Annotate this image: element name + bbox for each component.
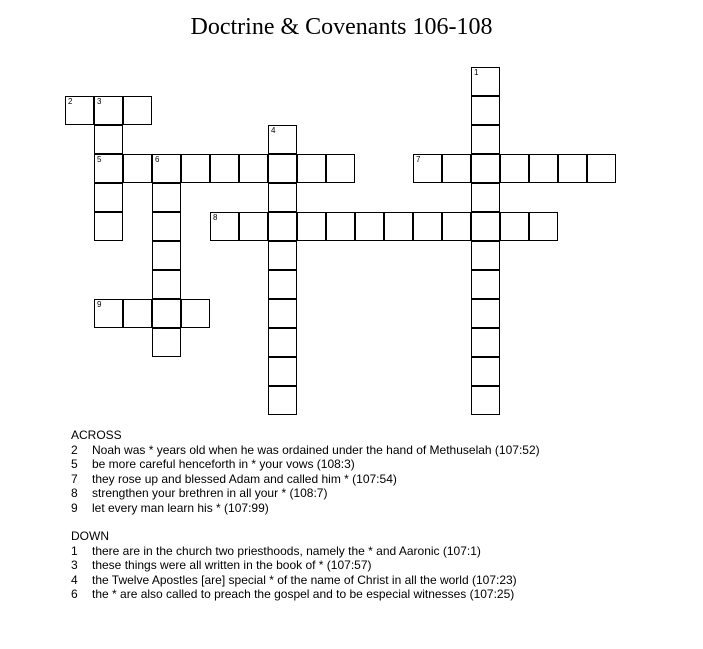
grid-cell[interactable] — [239, 154, 268, 183]
grid-cell[interactable] — [239, 212, 268, 241]
clue-text: these things were all written in the book of * (107:57) — [92, 558, 372, 572]
grid-cell[interactable] — [94, 125, 123, 154]
across-heading: ACROSS — [71, 428, 122, 442]
across-clue-7 — [71, 472, 540, 487]
grid-cell[interactable] — [471, 241, 500, 270]
grid-cell[interactable] — [123, 154, 152, 183]
clue-number: 2 — [71, 442, 78, 457]
grid-cell[interactable] — [471, 212, 500, 241]
grid-cell[interactable] — [384, 212, 413, 241]
across-clue-5 — [71, 457, 540, 472]
grid-cell[interactable] — [94, 183, 123, 212]
grid-cell[interactable] — [152, 299, 181, 328]
grid-cell[interactable] — [268, 212, 297, 241]
clue-text: let every man learn his * (107:99) — [92, 500, 269, 515]
grid-cell[interactable] — [500, 212, 529, 241]
grid-cell[interactable] — [471, 183, 500, 212]
grid-cell[interactable] — [471, 328, 500, 357]
grid-cell[interactable] — [471, 357, 500, 386]
grid-cell[interactable] — [297, 212, 326, 241]
grid-cell[interactable] — [123, 96, 152, 125]
grid-cell[interactable] — [94, 154, 123, 183]
clue-number: 6 — [71, 587, 78, 601]
grid-cell[interactable] — [529, 154, 558, 183]
grid-cell[interactable] — [65, 96, 94, 125]
clue-number-label: 5 — [97, 155, 102, 164]
clue-number-label: 4 — [271, 126, 276, 135]
clue-list — [71, 428, 540, 602]
grid-cell[interactable] — [152, 328, 181, 357]
clue-text: the Twelve Apostles [are] special * of the name of Christ in all the world (107:23) — [92, 572, 517, 587]
clue-text: they rose up and blessed Adam and called him * (107:54) — [92, 471, 397, 486]
clue-number-label: 6 — [155, 155, 160, 164]
down-clue-4 — [71, 573, 540, 588]
grid-cell[interactable] — [268, 183, 297, 212]
grid-cell[interactable] — [471, 67, 500, 96]
grid-cell[interactable] — [181, 299, 210, 328]
grid-cell[interactable] — [152, 241, 181, 270]
clue-text: the * are also called to preach the gospel and to be especial witnesses (107:25) — [92, 587, 515, 601]
grid-cell[interactable] — [94, 212, 123, 241]
grid-cell[interactable] — [471, 299, 500, 328]
clue-number-label: 8 — [213, 213, 218, 222]
clue-number: 5 — [71, 457, 78, 471]
grid-cell[interactable] — [355, 212, 384, 241]
clue-number-label: 2 — [68, 97, 73, 106]
clue-number-label: 3 — [97, 97, 102, 106]
grid-cell[interactable] — [152, 154, 181, 183]
clue-text: be more careful henceforth in * your vows (108:3) — [92, 457, 355, 471]
clue-number: 1 — [71, 543, 78, 558]
down-clues — [71, 529, 540, 602]
grid-cell[interactable] — [471, 154, 500, 183]
grid-cell[interactable] — [471, 125, 500, 154]
clue-text: Noah was * years old when he was ordained under the hand of Methuselah (107:52) — [92, 442, 540, 457]
clue-text: there are in the church two priesthoods, namely the * and Aaronic (107:1) — [92, 543, 481, 558]
grid-cell[interactable] — [558, 154, 587, 183]
down-clue-6 — [71, 587, 540, 602]
grid-cell[interactable] — [152, 183, 181, 212]
grid-cell[interactable] — [268, 328, 297, 357]
clue-number-label: 1 — [474, 68, 479, 77]
grid-cell[interactable] — [123, 299, 152, 328]
grid-cell[interactable] — [268, 241, 297, 270]
grid-cell[interactable] — [326, 212, 355, 241]
puzzle-title: Doctrine & Covenants 106-108 — [190, 14, 493, 40]
crossword-grid — [65, 67, 625, 387]
grid-cell[interactable] — [268, 386, 297, 415]
grid-cell[interactable] — [529, 212, 558, 241]
grid-cell[interactable] — [500, 154, 529, 183]
across-clue-9 — [71, 501, 540, 516]
clue-number-label: 7 — [416, 155, 421, 164]
down-clue-3 — [71, 558, 540, 573]
across-clues — [71, 428, 540, 515]
grid-cell[interactable] — [413, 154, 442, 183]
clue-text: strengthen your brethren in all your * (108:7) — [92, 486, 328, 500]
grid-cell[interactable] — [152, 270, 181, 299]
down-clue-list — [71, 544, 540, 602]
grid-cell[interactable] — [210, 154, 239, 183]
clue-number: 9 — [71, 500, 78, 515]
grid-cell[interactable] — [268, 357, 297, 386]
clue-number: 3 — [71, 558, 78, 572]
grid-cell[interactable] — [471, 270, 500, 299]
grid-cell[interactable] — [587, 154, 616, 183]
across-clue-list — [71, 443, 540, 516]
grid-cell[interactable] — [268, 299, 297, 328]
clue-number: 8 — [71, 486, 78, 500]
grid-cell[interactable] — [326, 154, 355, 183]
grid-cell[interactable] — [413, 212, 442, 241]
grid-cell[interactable] — [442, 212, 471, 241]
grid-cell[interactable] — [268, 270, 297, 299]
grid-cell[interactable] — [94, 299, 123, 328]
clue-number-label: 9 — [97, 300, 102, 309]
grid-cell[interactable] — [268, 154, 297, 183]
grid-cell[interactable] — [152, 212, 181, 241]
grid-cell[interactable] — [471, 386, 500, 415]
down-heading: DOWN — [71, 529, 109, 543]
grid-cell[interactable] — [297, 154, 326, 183]
clue-number: 4 — [71, 572, 78, 587]
grid-cell[interactable] — [94, 96, 123, 125]
clue-number: 7 — [71, 471, 78, 486]
down-clue-1 — [71, 544, 540, 559]
grid-cell[interactable] — [442, 154, 471, 183]
across-clue-8 — [71, 486, 540, 501]
grid-cell[interactable] — [181, 154, 210, 183]
grid-cell[interactable] — [268, 125, 297, 154]
across-clue-2 — [71, 443, 540, 458]
grid-cell[interactable] — [210, 212, 239, 241]
grid-cell[interactable] — [471, 96, 500, 125]
